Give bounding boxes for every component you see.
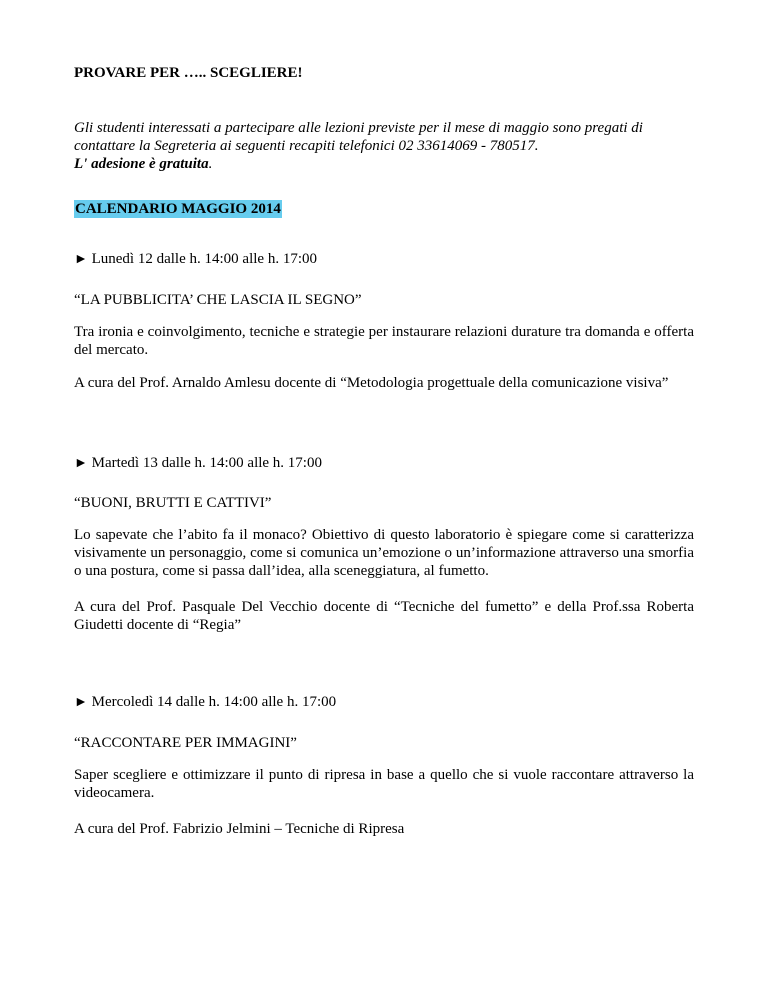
page-title: PROVARE PER ….. SCEGLIERE! <box>74 65 303 81</box>
event-title: “BUONI, BRUTTI E CATTIVI” <box>74 495 272 511</box>
event-date-line <box>74 693 694 712</box>
free-admission-note: L' adesione è gratuita <box>74 156 209 172</box>
intro-paragraph <box>74 119 694 173</box>
event-date: Mercoledì 14 dalle h. 14:00 alle h. 17:00 <box>91 694 337 710</box>
arrow-right-icon: ► <box>74 695 88 710</box>
event-description: Tra ironia e coinvolgimento, tecniche e strategie per instaurare relazioni durature tra domanda e offerta del mercato. <box>74 324 694 358</box>
calendar-heading: CALENDARIO MAGGIO 2014 <box>75 201 281 217</box>
intro-line-2: contattare la Segreteria ai seguenti recapiti telefonici 02 33614069 - 780517. <box>74 138 539 154</box>
intro-line-3 <box>74 155 694 173</box>
arrow-right-icon: ► <box>74 456 88 471</box>
event-date: Lunedì 12 dalle h. 14:00 alle h. 17:00 <box>91 251 317 267</box>
event-date-line <box>74 454 694 473</box>
event-date: Martedì 13 dalle h. 14:00 alle h. 17:00 <box>91 455 322 471</box>
event-description: Saper scegliere e ottimizzare il punto di ripresa in base a quello che si vuole raccontare attraverso la videocamera. <box>74 767 694 801</box>
intro-line-1: Gli studenti interessati a partecipare alle lezioni previste per il mese di maggio sono pregati di <box>74 120 643 136</box>
event-curator: A cura del Prof. Arnaldo Amlesu docente di “Metodologia progettuale della comunicazione visiva” <box>74 375 669 391</box>
event-curator: A cura del Prof. Fabrizio Jelmini – Tecniche di Ripresa <box>74 821 405 837</box>
event-title: “LA PUBBLICITA’ CHE LASCIA IL SEGNO” <box>74 292 362 308</box>
event-curator: A cura del Prof. Pasquale Del Vecchio docente di “Tecniche del fumetto” e della Prof.ssa Roberta Giudetti docente di “Regia” <box>74 599 694 633</box>
arrow-right-icon: ► <box>74 252 88 267</box>
event-title: “RACCONTARE PER IMMAGINI” <box>74 735 297 751</box>
intro-line-3-end: . <box>208 156 213 172</box>
event-description: Lo sapevate che l’abito fa il monaco? Obiettivo di questo laboratorio è spiegare come si caratterizza visivamente un personaggio, come si comunica un’emozione o un’informazione attraverso una smorfia o una postura, come si passa dall’idea, alla sceneggiatura, al fumetto. <box>74 527 694 579</box>
event-date-line <box>74 250 694 269</box>
